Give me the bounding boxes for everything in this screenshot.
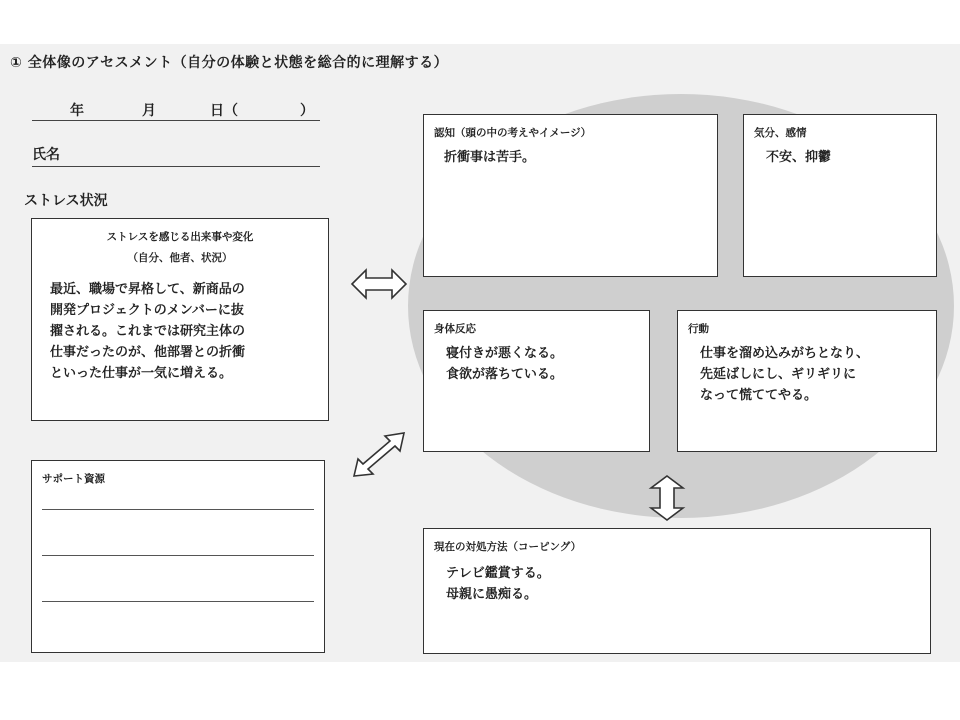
coping-box-label: 現在の対処方法（コーピング） [434, 541, 582, 553]
cognition-box-text: 折衝事は苦手。 [444, 150, 536, 165]
date-day-label: 日（ [210, 103, 238, 119]
date-field[interactable] [32, 100, 320, 121]
mood-box [743, 114, 937, 277]
body-reaction-box [423, 310, 650, 452]
behavior-box [677, 310, 937, 452]
behavior-box-text: 仕事を溜め込みがちとなり、 先延ばしにし、ギリギリに なって慌ててやる。 [700, 346, 870, 403]
behavior-box-label: 行動 [688, 323, 709, 335]
stress-box-label-2: （自分、他者、状況） [127, 252, 233, 264]
support-line-1[interactable] [42, 509, 314, 510]
body-reaction-box-text: 寝付きが悪くなる。 食欲が落ちている。 [446, 346, 564, 382]
assessment-sheet [0, 44, 960, 662]
body-reaction-box-label: 身体反応 [434, 323, 476, 335]
support-line-3[interactable] [42, 601, 314, 602]
date-close-paren: ） [300, 103, 314, 119]
page-title: ① 全体像のアセスメント（自分の体験と状態を総合的に理解する） [10, 55, 449, 71]
date-month-label: 月 [142, 103, 156, 119]
coping-box-text: テレビ鑑賞する。 母親に愚痴る。 [446, 566, 550, 602]
name-field[interactable] [32, 144, 320, 167]
stress-box-label-1: ストレスを感じる出来事や変化 [106, 231, 254, 243]
name-label: 氏名 [32, 147, 60, 163]
stress-heading: ストレス状況 [24, 193, 108, 209]
double-arrow-diagonal-icon [350, 429, 410, 481]
date-year-label: 年 [70, 103, 84, 119]
cognition-box-label: 認知（頭の中の考えやイメージ） [434, 127, 592, 139]
support-line-2[interactable] [42, 555, 314, 556]
support-box [31, 460, 325, 653]
mood-box-text: 不安、抑鬱 [766, 150, 832, 165]
support-box-label: サポート資源 [42, 473, 105, 485]
cognition-box [423, 114, 718, 277]
stress-box-text: 最近、職場で昇格して、新商品の 開発プロジェクトのメンバーに抜 擢される。これまでは研究主体の 仕事だったのが、他部署との折衝 といった仕事が一気に増える。 [50, 282, 246, 381]
coping-box [423, 528, 931, 654]
mood-box-label: 気分、感情 [754, 127, 807, 139]
double-arrow-vertical-icon [645, 474, 689, 522]
double-arrow-horizontal-icon [350, 266, 408, 302]
stress-box [31, 218, 329, 421]
